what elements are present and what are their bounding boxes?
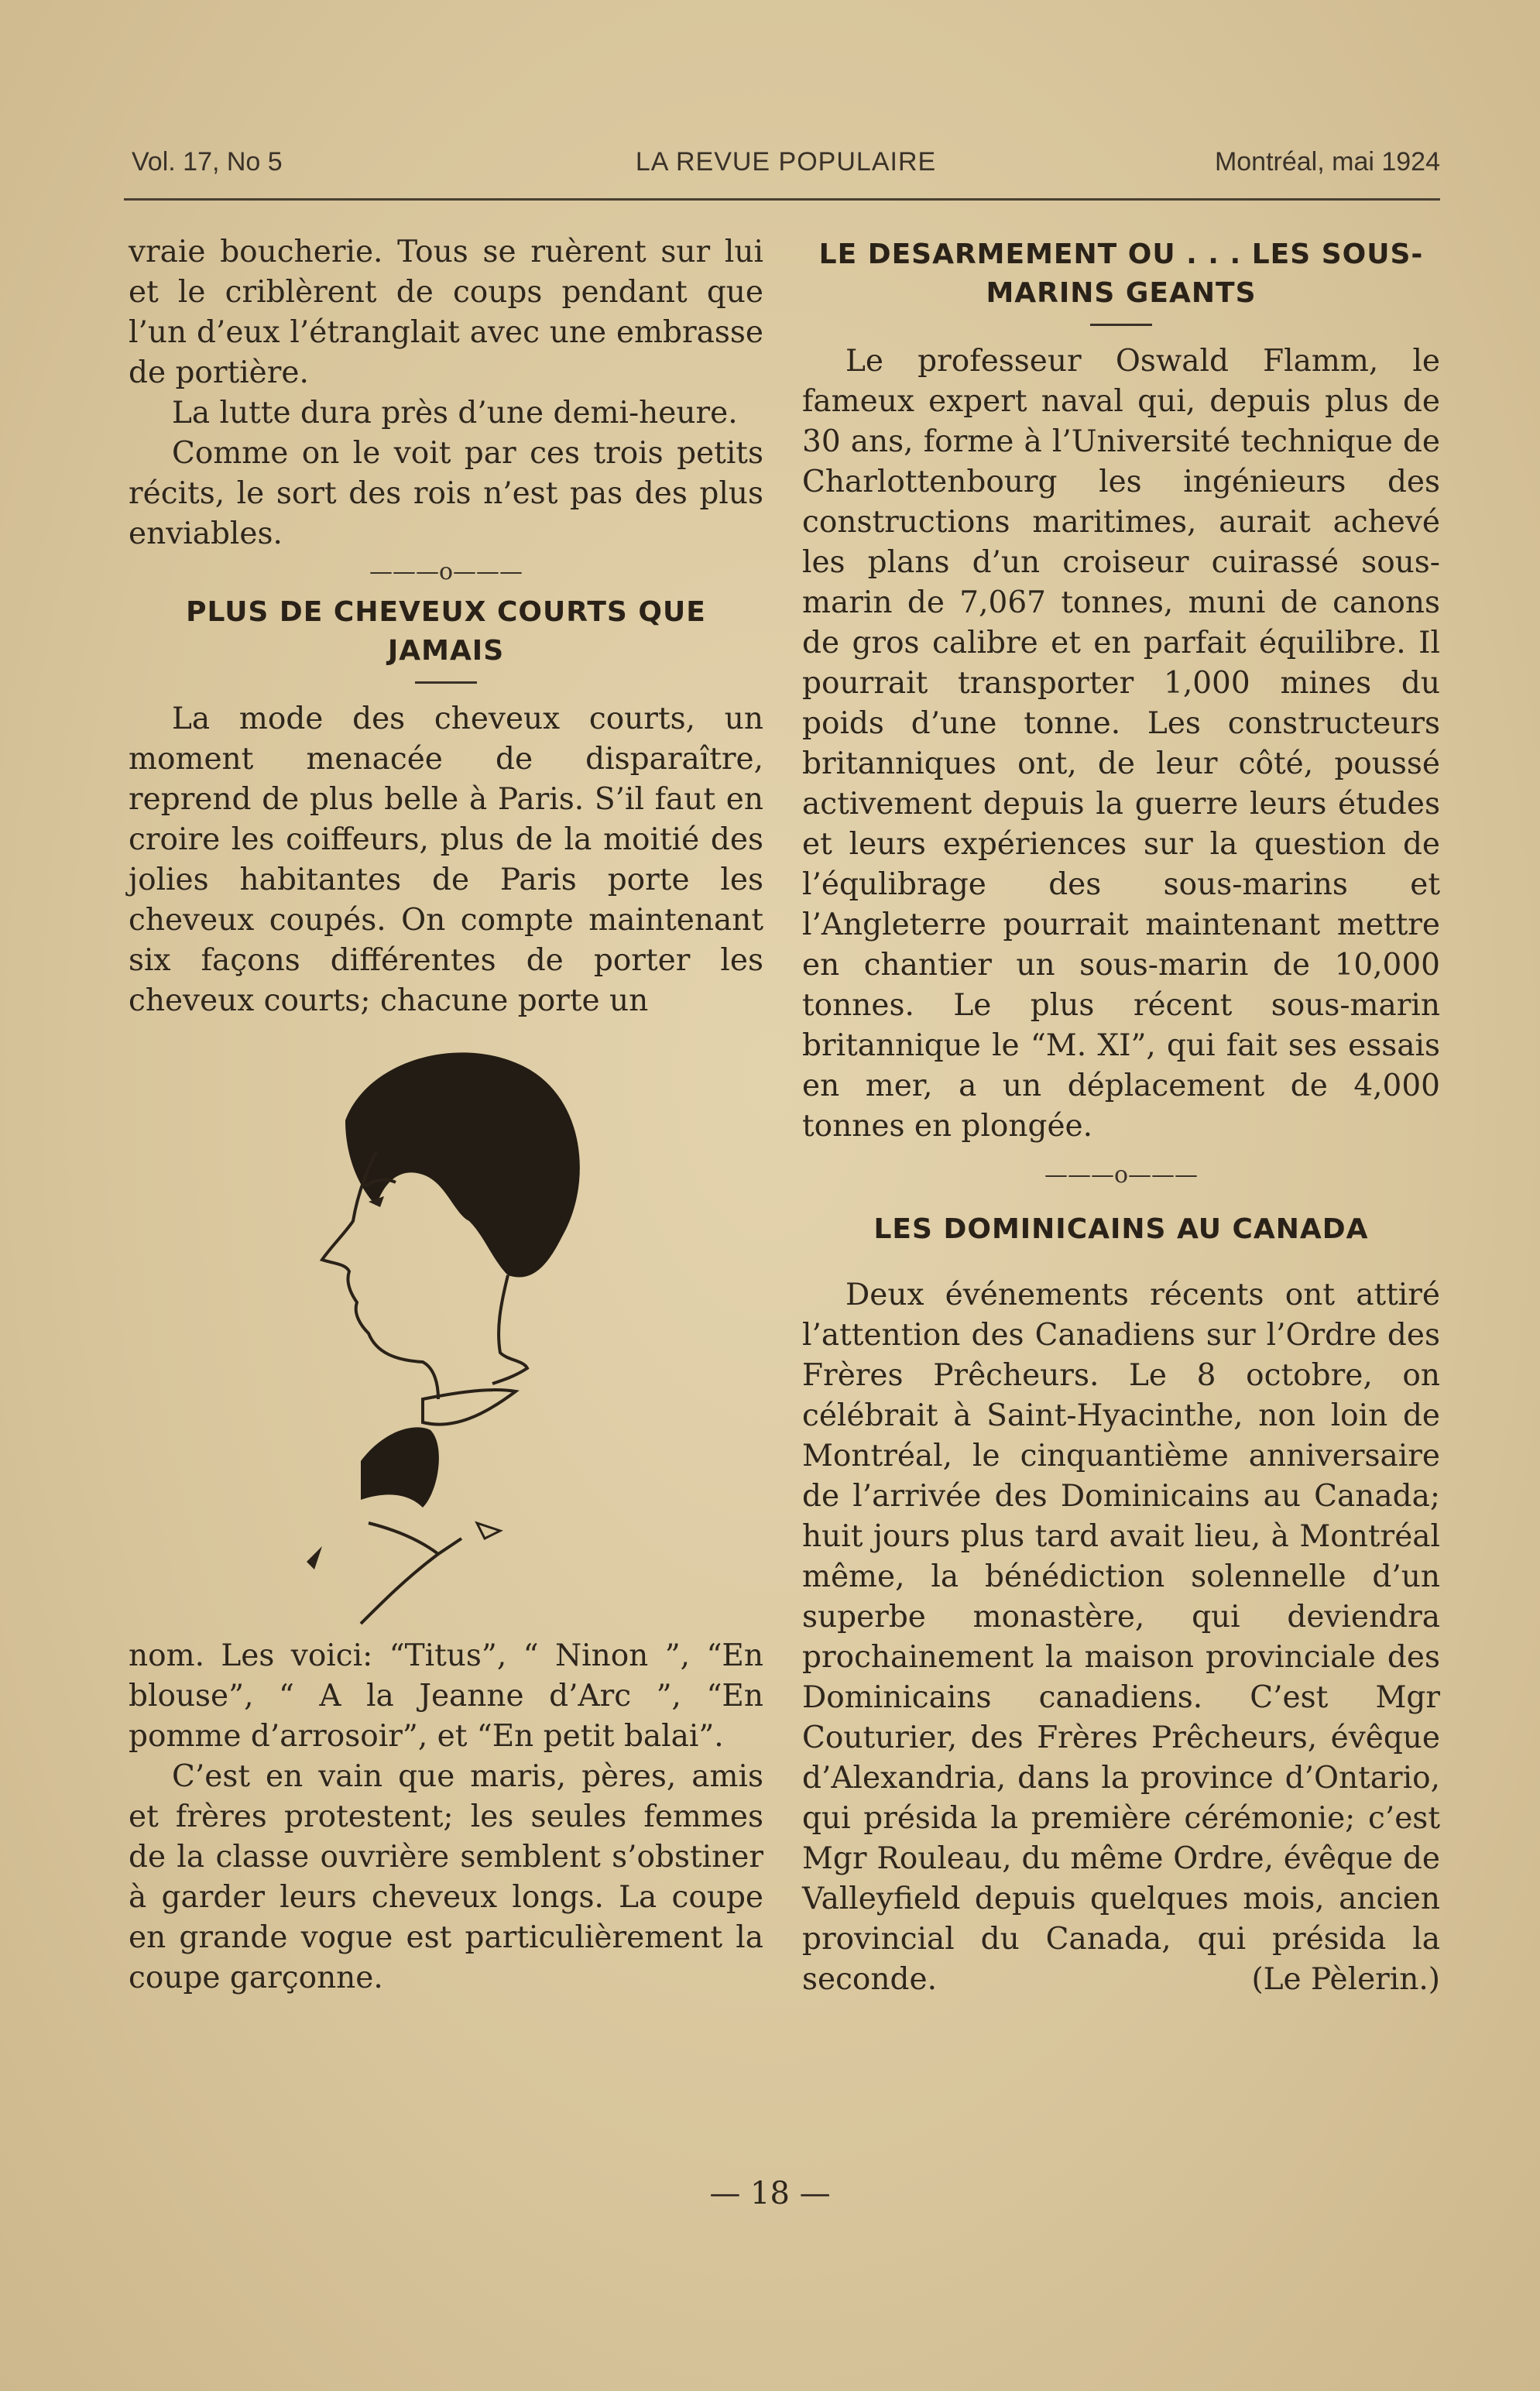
cheveux-paragraph-1: La mode des cheveux courts, un moment menacée de disparaître, reprend de plus belle à Paris. S’il faut en croire les coiffeurs, plus de la moitié des jolies habitantes de Paris porte les cheveux coupés. On compte maintenant six façons différentes de porter les cheveux courts; chacune porte un [129, 702, 763, 1018]
cheveux-paragraph-3: C’est en vain que maris, pères, amis et frères protestent; les seules femmes de la classe ouvrière semblent s’obstiner à garder leurs cheveux longs. La coupe en grande vogue est particulièrement la coupe garçonne. [129, 1759, 763, 1995]
section-separator: ———o——— [369, 558, 523, 585]
place-date: Montréal, mai 1924 [1214, 147, 1440, 177]
volume-number: Vol. 17, No 5 [132, 147, 283, 177]
article-title-desarmement: LE DESARMEMENT OU . . . LES SOUS-MARINS GEANTS [818, 238, 1424, 309]
right-column [802, 232, 1440, 2000]
article-title-cheveux: PLUS DE CHEVEUX COURTS QUE JAMAIS [186, 596, 706, 667]
header-rule [124, 198, 1440, 201]
title-dash [1090, 324, 1152, 326]
running-header [132, 147, 1440, 194]
intro-paragraph-1: vraie boucherie. Tous se ruèrent sur lui et le criblèrent de coups pendant que l’un d’eux l’étranglait avec une embrasse de portière. [129, 235, 763, 390]
left-column [129, 232, 763, 1998]
article-source: (Le Pèlerin.) [1251, 1962, 1440, 1997]
desarmement-paragraph: Le professeur Oswald Flamm, le fameux expert naval qui, depuis plus de 30 ans, forme à l’Université technique de Charlottenbourg les ingénieurs des constructions maritimes, aurait achevé les plans d’un croiseur cuirassé sous-marin de 7,067 tonnes, muni de canons de gros calibre et en parfait équilibre. Il pourrait transporter 1,000 mines du poids d’une tonne. Les constructeurs britanniques ont, de leur côté, poussé activement depuis la guerre leurs études et leurs expériences sur la question de l’équlibrage des sous-marins et l’Angleterre pourrait maintenant mettre en chantier un sous-marin de 10,000 tonnes. Le plus récent sous-marin britannique le “M. XI”, qui fait ses essais en mer, a un déplacement de 4,000 tonnes en plongée. [802, 344, 1440, 1144]
page-number: — 18 — [709, 2176, 831, 2211]
cheveux-paragraph-2: nom. Les voici: “Titus”, “ Ninon ”, “En blouse”, “ A la Jeanne d’Arc ”, “En pomme d’arrosoir”, et “En petit balai”. [129, 1638, 763, 1754]
intro-paragraph-2: La lutte dura près d’une demi-heure. [172, 396, 738, 431]
title-dash [415, 681, 477, 684]
short-hair-woman-profile-sketch-icon [229, 1027, 663, 1631]
publication-title: LA REVUE POPULAIRE [635, 147, 937, 177]
woman-profile-illustration [129, 1027, 763, 1631]
article-title-dominicains: LES DOMINICAINS AU CANADA [873, 1213, 1369, 1245]
intro-paragraph-3: Comme on le voit par ces trois petits récits, le sort des rois n’est pas des plus enviables. [129, 436, 763, 551]
dominicains-paragraph [802, 1275, 1440, 2000]
dominicains-text: Deux événements récents ont attiré l’attention des Canadiens sur l’Ordre des Frères Prêcheurs. Le 8 octobre, on célébrait à Saint-Hyacinthe, non loin de Montréal, le cinquantième anniversaire de l’arrivée des Dominicains au Canada; huit jours plus tard avait lieu, à Montréal même, la bénédiction solennelle d’un superbe monastère, qui deviendra prochainement la maison provinciale des Dominicains canadiens. C’est Mgr Couturier, des Frères Prêcheurs, évêque d’Alexandria, dans la province d’Ontario, qui présida la première cérémonie; c’est Mgr Rouleau, du même Ordre, évêque de Valleyfield depuis quelques mois, ancien provincial du Canada, qui présida la seconde. [802, 1278, 1440, 1997]
section-separator: ———o——— [1044, 1161, 1199, 1189]
